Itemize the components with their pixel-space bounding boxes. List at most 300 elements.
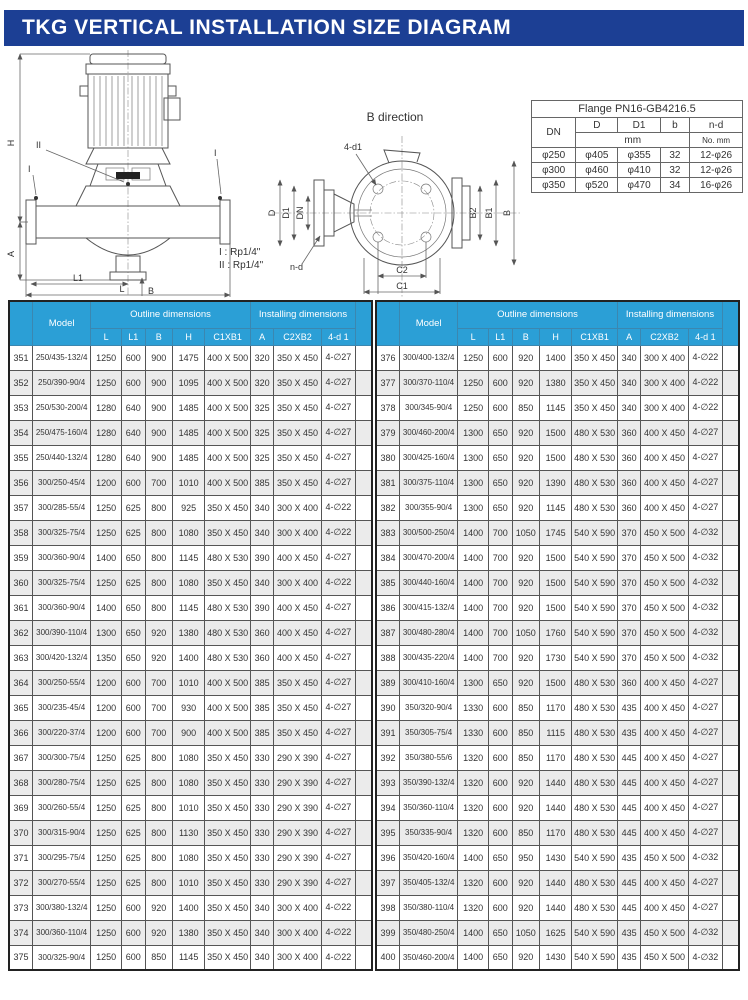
h-cell: 1010: [172, 795, 205, 820]
table-row: [9, 520, 372, 545]
l-cell: 1200: [91, 670, 122, 695]
spacer-cell: [723, 545, 739, 570]
a-cell: 360: [617, 470, 641, 495]
c2xb2-cell: 400 X 450: [641, 495, 688, 520]
a-cell: 360: [250, 620, 274, 645]
4d1-cell: 4-∅27: [321, 445, 355, 470]
b-cell: 800: [145, 745, 172, 770]
table-row: [376, 370, 739, 395]
4d1-cell: 4-∅22: [321, 945, 355, 970]
b-cell: 920: [512, 895, 539, 920]
table-row: [9, 495, 372, 520]
l1-cell: 640: [122, 420, 146, 445]
model-cell: 350/335-90/4: [400, 820, 458, 845]
a-cell: 330: [250, 870, 274, 895]
c2xb2-cell: 290 X 390: [274, 820, 321, 845]
b-cell: 920: [145, 895, 172, 920]
spacer-cell: [356, 420, 372, 445]
c2xb2-cell: 300 X 400: [274, 570, 321, 595]
l-cell: 1330: [458, 695, 489, 720]
a-cell: 435: [617, 695, 641, 720]
flange-table: [531, 100, 743, 193]
l-cell: 1250: [91, 520, 122, 545]
l1-cell: 700: [489, 545, 513, 570]
b-cell: 920: [512, 770, 539, 795]
a-cell: 435: [617, 920, 641, 945]
4d1-cell: 4-∅27: [321, 620, 355, 645]
l-cell: 1400: [458, 570, 489, 595]
row-number: 378: [376, 395, 400, 420]
table-row: [376, 545, 739, 570]
l1-cell: 625: [122, 795, 146, 820]
a-cell: 370: [617, 570, 641, 595]
row-number: 385: [376, 570, 400, 595]
l1-cell: 600: [489, 870, 513, 895]
table-row: [9, 395, 372, 420]
a-cell: 435: [617, 845, 641, 870]
col-4d1: 4-d 1: [321, 328, 355, 345]
l-cell: 1250: [91, 570, 122, 595]
h-cell: 1380: [172, 620, 205, 645]
b-cell: 800: [145, 820, 172, 845]
spacer-cell: [356, 495, 372, 520]
label-gauge-i-right: I: [214, 148, 217, 158]
spacer-cell: [356, 770, 372, 795]
h-cell: 1500: [539, 420, 572, 445]
spacer-cell: [356, 395, 372, 420]
4d1-cell: 4-∅27: [321, 770, 355, 795]
4d1-cell: 4-∅27: [321, 420, 355, 445]
flange-nd: 12-φ26: [690, 163, 743, 178]
model-cell: 300/325-75/4: [33, 570, 91, 595]
table-row: [9, 695, 372, 720]
spacer-cell: [723, 620, 739, 645]
l-cell: 1300: [458, 470, 489, 495]
4d1-cell: 4-∅27: [688, 470, 722, 495]
c1xb1-cell: 480 X 530: [572, 820, 617, 845]
b-cell: 920: [512, 595, 539, 620]
4d1-cell: 4-∅22: [688, 395, 722, 420]
row-number: 353: [9, 395, 33, 420]
l-cell: 1300: [458, 670, 489, 695]
l-cell: 1250: [91, 820, 122, 845]
a-cell: 370: [617, 620, 641, 645]
b-cell: 800: [145, 870, 172, 895]
row-number: 392: [376, 745, 400, 770]
c2xb2-cell: 400 X 450: [641, 820, 688, 845]
b-cell: 920: [512, 420, 539, 445]
l-cell: 1400: [91, 595, 122, 620]
h-cell: 1115: [539, 720, 572, 745]
l1-cell: 650: [122, 620, 146, 645]
4d1-cell: 4-∅22: [321, 570, 355, 595]
l-cell: 1250: [91, 895, 122, 920]
l-cell: 1250: [91, 370, 122, 395]
c2xb2-cell: 350 X 450: [274, 670, 321, 695]
row-number: 388: [376, 645, 400, 670]
l-cell: 1280: [91, 420, 122, 445]
l-cell: 1300: [458, 445, 489, 470]
c1xb1-cell: 480 X 530: [572, 870, 617, 895]
c2xb2-cell: 400 X 450: [274, 545, 321, 570]
col-model: Model: [33, 301, 91, 345]
l-cell: 1250: [91, 745, 122, 770]
spacer-cell: [356, 870, 372, 895]
4d1-cell: 4-∅27: [321, 820, 355, 845]
c1xb1-cell: 480 X 530: [572, 795, 617, 820]
col-spacer: [723, 301, 739, 345]
b-cell: 900: [145, 345, 172, 370]
dim-label-l1: L1: [72, 273, 84, 283]
h-cell: 1145: [172, 595, 205, 620]
l-cell: 1280: [91, 395, 122, 420]
col-c2xb2: C2XB2: [641, 328, 688, 345]
a-cell: 370: [617, 520, 641, 545]
l1-cell: 625: [122, 495, 146, 520]
row-number: 360: [9, 570, 33, 595]
model-cell: 300/370-110/4: [400, 370, 458, 395]
flange-row: [532, 178, 743, 193]
4d1-cell: 4-∅27: [321, 845, 355, 870]
l-cell: 1320: [458, 745, 489, 770]
row-number: 367: [9, 745, 33, 770]
b-cell: 800: [145, 795, 172, 820]
model-cell: 300/435-220/4: [400, 645, 458, 670]
spacer-cell: [356, 345, 372, 370]
h-cell: 1440: [539, 895, 572, 920]
spacer-cell: [356, 470, 372, 495]
l-cell: 1400: [458, 920, 489, 945]
model-cell: 300/345-90/4: [400, 395, 458, 420]
l1-cell: 650: [122, 645, 146, 670]
a-cell: 330: [250, 795, 274, 820]
l-cell: 1330: [458, 720, 489, 745]
row-number: 366: [9, 720, 33, 745]
l1-cell: 625: [122, 770, 146, 795]
c2xb2-cell: 450 X 500: [641, 845, 688, 870]
c2xb2-cell: 450 X 500: [641, 945, 688, 970]
a-cell: 330: [250, 745, 274, 770]
row-number: 356: [9, 470, 33, 495]
model-cell: 300/220-37/4: [33, 720, 91, 745]
table-row: [9, 895, 372, 920]
h-cell: 1500: [539, 445, 572, 470]
a-cell: 435: [617, 720, 641, 745]
c1xb1-cell: 400 X 500: [205, 720, 250, 745]
table-row: [9, 620, 372, 645]
row-number: 375: [9, 945, 33, 970]
h-cell: 1485: [172, 445, 205, 470]
4d1-cell: 4-∅27: [688, 820, 722, 845]
a-cell: 445: [617, 895, 641, 920]
l1-cell: 600: [122, 670, 146, 695]
h-cell: 1145: [539, 395, 572, 420]
table-row: [376, 920, 739, 945]
c2xb2-cell: 450 X 500: [641, 595, 688, 620]
spacer-cell: [723, 445, 739, 470]
label-gauge-ii: II: [36, 140, 42, 150]
model-cell: 250/440-132/4: [33, 445, 91, 470]
b-cell: 800: [145, 520, 172, 545]
flange-dn: φ300: [532, 163, 576, 178]
spacer-cell: [723, 920, 739, 945]
model-cell: 350/390-132/4: [400, 770, 458, 795]
c1xb1-cell: 480 X 530: [205, 545, 250, 570]
4d1-cell: 4-∅27: [321, 670, 355, 695]
4d1-cell: 4-∅32: [688, 945, 722, 970]
row-number: 386: [376, 595, 400, 620]
c1xb1-cell: 350 X 450: [205, 770, 250, 795]
b-cell: 800: [145, 595, 172, 620]
l1-cell: 650: [489, 445, 513, 470]
4d1-cell: 4-∅27: [321, 745, 355, 770]
c2xb2-cell: 290 X 390: [274, 795, 321, 820]
b-cell: 1050: [512, 920, 539, 945]
dim-label-b: B: [148, 286, 155, 296]
row-number: 383: [376, 520, 400, 545]
c2xb2-cell: 290 X 390: [274, 770, 321, 795]
model-cell: 300/380-132/4: [33, 895, 91, 920]
flange-d1: φ355: [618, 148, 660, 163]
c1xb1-cell: 350 X 450: [572, 395, 617, 420]
l-cell: 1300: [458, 495, 489, 520]
h-cell: 1485: [172, 395, 205, 420]
flange-col-b: b: [660, 118, 690, 133]
table-row: [9, 720, 372, 745]
flange-d: φ520: [576, 178, 618, 193]
col-model: Model: [400, 301, 458, 345]
b-cell: 920: [512, 645, 539, 670]
c1xb1-cell: 350 X 450: [205, 895, 250, 920]
c2xb2-cell: 400 X 450: [641, 795, 688, 820]
flange-d: φ460: [576, 163, 618, 178]
l-cell: 1200: [91, 720, 122, 745]
flange-b: 32: [660, 148, 690, 163]
model-cell: 300/420-132/4: [33, 645, 91, 670]
b-cell: 700: [145, 695, 172, 720]
row-number: 362: [9, 620, 33, 645]
label-gauge-i-left: I: [28, 164, 31, 174]
c1xb1-cell: 350 X 450: [572, 370, 617, 395]
dim-label-l: L: [119, 284, 125, 294]
row-number: 355: [9, 445, 33, 470]
c2xb2-cell: 350 X 450: [274, 720, 321, 745]
b-cell: 700: [145, 670, 172, 695]
row-number: 389: [376, 670, 400, 695]
dim-label-bb: B: [502, 209, 512, 217]
l-cell: 1250: [91, 870, 122, 895]
h-cell: 1145: [172, 545, 205, 570]
4d1-cell: 4-∅27: [321, 595, 355, 620]
b-cell: 850: [512, 395, 539, 420]
4d1-cell: 4-∅27: [321, 545, 355, 570]
spacer-cell: [356, 570, 372, 595]
h-cell: 1380: [172, 920, 205, 945]
dimensions-table-right: [375, 300, 740, 971]
flange-nd: 12-φ26: [690, 148, 743, 163]
l1-cell: 650: [489, 920, 513, 945]
h-cell: 1380: [539, 370, 572, 395]
spacer-cell: [723, 395, 739, 420]
h-cell: 1500: [539, 595, 572, 620]
row-number: 397: [376, 870, 400, 895]
c2xb2-cell: 400 X 450: [274, 645, 321, 670]
c2xb2-cell: 400 X 450: [274, 595, 321, 620]
a-cell: 340: [250, 895, 274, 920]
col-l: L: [458, 328, 489, 345]
table-row: [9, 870, 372, 895]
l1-cell: 700: [489, 620, 513, 645]
b-cell: 850: [512, 695, 539, 720]
c2xb2-cell: 450 X 500: [641, 545, 688, 570]
a-cell: 445: [617, 870, 641, 895]
l-cell: 1320: [458, 870, 489, 895]
l1-cell: 625: [122, 520, 146, 545]
4d1-cell: 4-∅32: [688, 645, 722, 670]
b-cell: 850: [512, 820, 539, 845]
dimension-tables: [8, 300, 740, 971]
model-cell: 300/360-110/4: [33, 920, 91, 945]
flange-dn: φ250: [532, 148, 576, 163]
l-cell: 1250: [91, 845, 122, 870]
l-cell: 1200: [91, 695, 122, 720]
l-cell: 1400: [458, 620, 489, 645]
dim-label-c2: C2: [396, 265, 408, 275]
b-cell: 920: [512, 470, 539, 495]
a-cell: 445: [617, 820, 641, 845]
c2xb2-cell: 400 X 450: [641, 420, 688, 445]
table-row: [376, 945, 739, 970]
row-number: 381: [376, 470, 400, 495]
c2xb2-cell: 300 X 400: [274, 520, 321, 545]
c1xb1-cell: 350 X 450: [205, 495, 250, 520]
4d1-cell: 4-∅27: [321, 370, 355, 395]
c2xb2-cell: 350 X 450: [274, 445, 321, 470]
dim-label-c1: C1: [396, 281, 408, 291]
row-number: 379: [376, 420, 400, 445]
col-a: A: [617, 328, 641, 345]
l1-cell: 700: [489, 645, 513, 670]
l-cell: 1250: [91, 795, 122, 820]
flange-b: 32: [660, 163, 690, 178]
h-cell: 1010: [172, 470, 205, 495]
spacer-cell: [356, 895, 372, 920]
c1xb1-cell: 480 X 530: [572, 770, 617, 795]
table-row: [9, 745, 372, 770]
h-cell: 1430: [539, 945, 572, 970]
model-cell: 250/530-200/4: [33, 395, 91, 420]
4d1-cell: 4-∅27: [688, 895, 722, 920]
table-row: [9, 945, 372, 970]
row-number: 398: [376, 895, 400, 920]
4d1-cell: 4-∅22: [321, 920, 355, 945]
table-row: [376, 895, 739, 920]
4d1-cell: 4-∅27: [688, 445, 722, 470]
label-4-d1: 4-d1: [344, 142, 363, 152]
l1-cell: 600: [489, 745, 513, 770]
4d1-cell: 4-∅22: [321, 895, 355, 920]
model-cell: 300/280-75/4: [33, 770, 91, 795]
4d1-cell: 4-∅27: [688, 420, 722, 445]
model-cell: 300/235-45/4: [33, 695, 91, 720]
a-cell: 340: [617, 345, 641, 370]
dim-label-dn: DN: [295, 206, 305, 220]
flange-col-nd: n-d: [690, 118, 743, 133]
4d1-cell: 4-∅27: [688, 870, 722, 895]
a-cell: 340: [617, 395, 641, 420]
spacer-cell: [356, 545, 372, 570]
h-cell: 1440: [539, 870, 572, 895]
model-cell: 300/270-55/4: [33, 870, 91, 895]
model-cell: 300/315-90/4: [33, 820, 91, 845]
model-cell: 300/470-200/4: [400, 545, 458, 570]
l1-cell: 600: [122, 895, 146, 920]
spacer-cell: [356, 945, 372, 970]
c2xb2-cell: 400 X 450: [641, 770, 688, 795]
c2xb2-cell: 400 X 450: [641, 445, 688, 470]
row-number: 363: [9, 645, 33, 670]
flange-d: φ405: [576, 148, 618, 163]
h-cell: 930: [172, 695, 205, 720]
l-cell: 1400: [458, 645, 489, 670]
model-cell: 250/475-160/4: [33, 420, 91, 445]
l1-cell: 600: [122, 945, 146, 970]
c2xb2-cell: 400 X 450: [641, 720, 688, 745]
h-cell: 1080: [172, 845, 205, 870]
l-cell: 1250: [91, 345, 122, 370]
l1-cell: 625: [122, 745, 146, 770]
c2xb2-cell: 300 X 400: [274, 920, 321, 945]
row-number: 400: [376, 945, 400, 970]
b-cell: 920: [512, 545, 539, 570]
l-cell: 1250: [458, 345, 489, 370]
c1xb1-cell: 540 X 590: [572, 570, 617, 595]
4d1-cell: 4-∅27: [321, 470, 355, 495]
a-cell: 445: [617, 795, 641, 820]
a-cell: 330: [250, 770, 274, 795]
col-c2xb2: C2XB2: [274, 328, 321, 345]
table-row: [376, 645, 739, 670]
spacer-cell: [356, 670, 372, 695]
c2xb2-cell: 400 X 450: [641, 895, 688, 920]
spacer-cell: [356, 645, 372, 670]
l1-cell: 600: [489, 345, 513, 370]
b-direction-diagram: [252, 128, 532, 303]
c2xb2-cell: 290 X 390: [274, 845, 321, 870]
spacer-cell: [356, 595, 372, 620]
spacer-cell: [723, 570, 739, 595]
a-cell: 360: [617, 445, 641, 470]
c1xb1-cell: 350 X 450: [205, 920, 250, 945]
b-cell: 800: [145, 770, 172, 795]
table-row: [376, 395, 739, 420]
c1xb1-cell: 480 X 530: [572, 670, 617, 695]
c2xb2-cell: 450 X 500: [641, 520, 688, 545]
h-cell: 900: [172, 720, 205, 745]
c1xb1-cell: 480 X 530: [205, 620, 250, 645]
l-cell: 1400: [458, 945, 489, 970]
h-cell: 1475: [172, 345, 205, 370]
spacer-cell: [356, 920, 372, 945]
l-cell: 1200: [91, 470, 122, 495]
a-cell: 320: [250, 345, 274, 370]
c1xb1-cell: 350 X 450: [205, 870, 250, 895]
b-cell: 700: [145, 470, 172, 495]
model-cell: 300/460-200/4: [400, 420, 458, 445]
c1xb1-cell: 350 X 450: [205, 745, 250, 770]
row-number: 395: [376, 820, 400, 845]
spacer-cell: [356, 695, 372, 720]
